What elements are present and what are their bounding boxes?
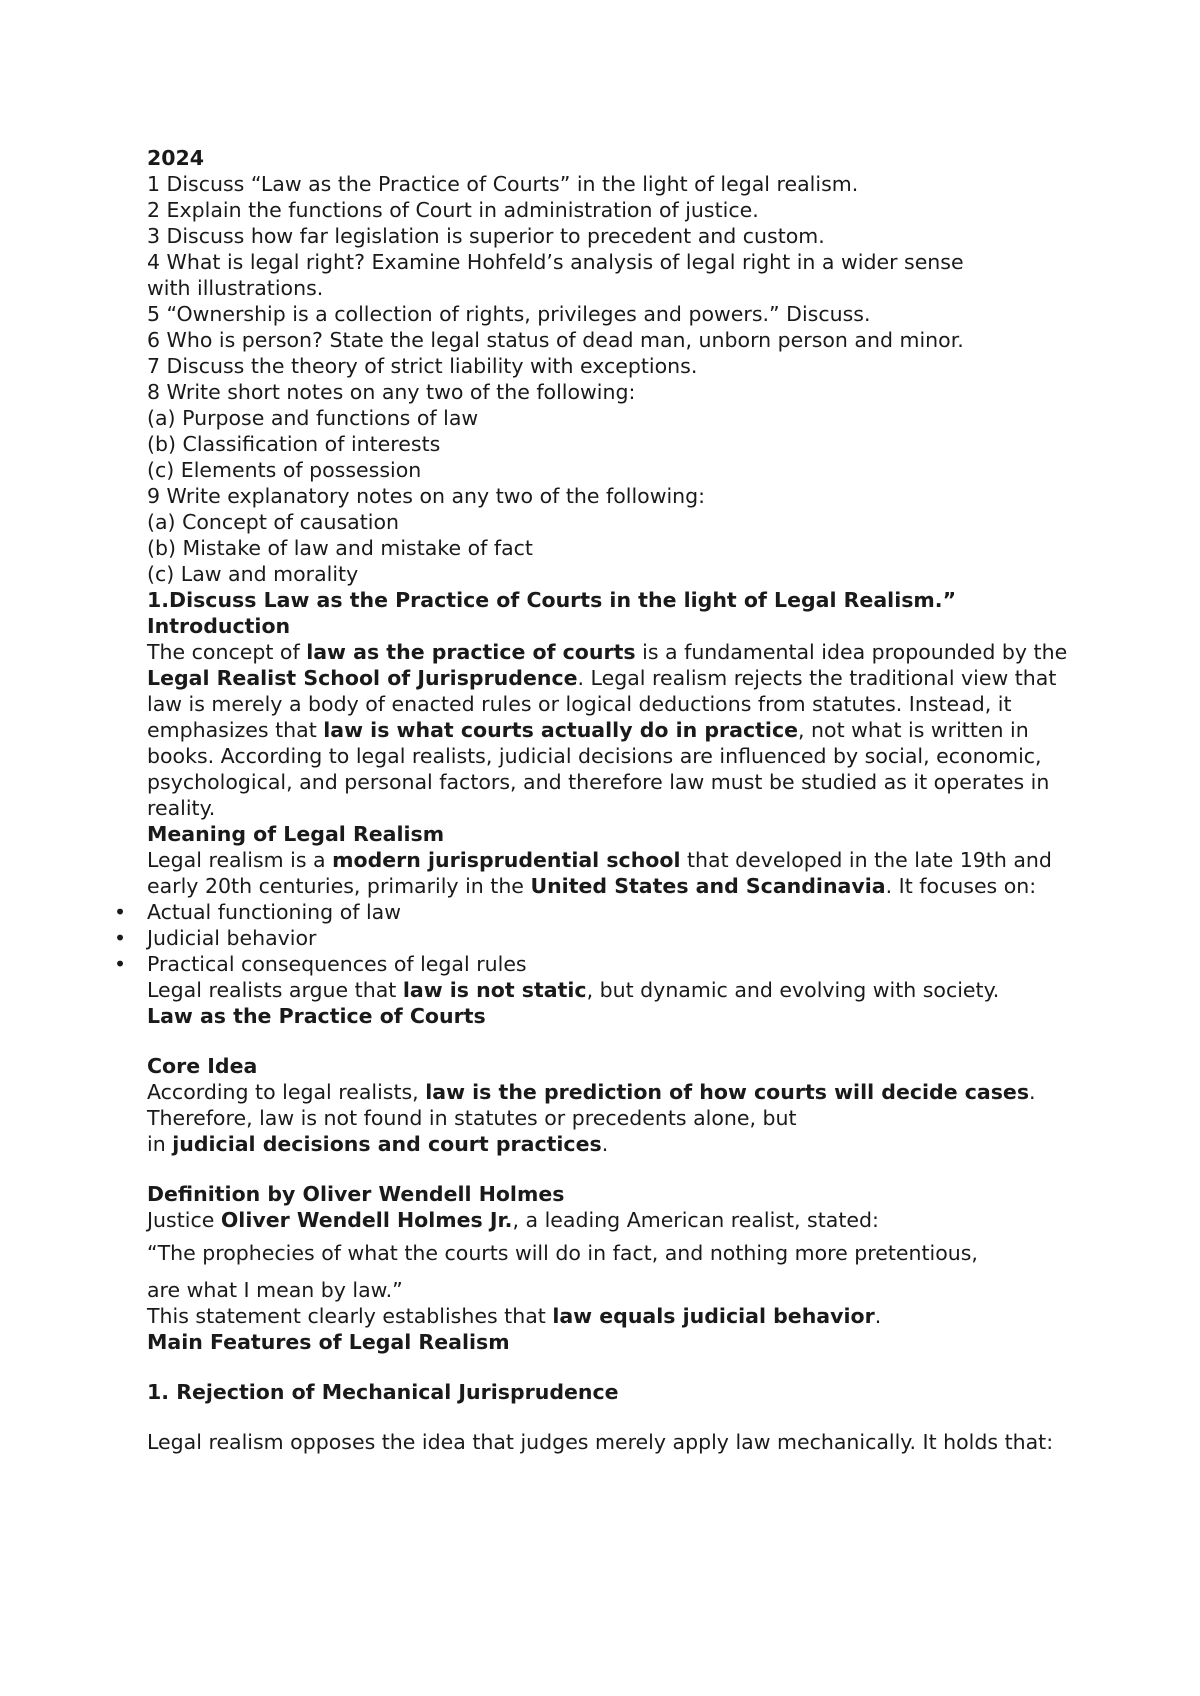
spacer	[147, 1029, 1077, 1053]
core-idea-heading: Core Idea	[147, 1054, 258, 1078]
question-line: with illustrations.	[147, 276, 324, 300]
list-item: • Actual functioning of law	[147, 899, 1077, 925]
year-heading: 2024	[147, 146, 205, 170]
rejection-heading: 1. Rejection of Mechanical Jurisprudence	[147, 1380, 619, 1404]
holmes-paragraph: Justice Oliver Wendell Holmes Jr., a leading American realist, stated:	[147, 1208, 879, 1232]
introduction-heading: Introduction	[147, 614, 291, 638]
question-line: 3 Discuss how far legislation is superior to precedent and custom.	[147, 224, 825, 248]
list-item: • Practical consequences of legal rules	[147, 951, 1077, 977]
question-line: 9 Write explanatory notes on any two of the following:	[147, 484, 706, 508]
introduction-paragraph: The concept of law as the practice of courts is a fundamental idea propounded by the Legal Realist School of Jurisprudence. Legal realism rejects the traditional view that law is merely a body of enacted rules or logical deductions from statutes. Instead, it emphasizes that law is what courts actually do in practice, not what is written in books. According to legal realists, judicial decisions are influenced by social, economic, psychological, and personal factors, and therefore law must be studied as it operates in reality.	[147, 640, 1068, 820]
core-idea-paragraph: According to legal realists, law is the prediction of how courts will decide cases. Therefore, law is not found in statutes or precedents alone, but in judicial decisions and court practices.	[147, 1080, 1036, 1156]
question-line: 8 Write short notes on any two of the following:	[147, 380, 636, 404]
question-line: (b) Classification of interests	[147, 432, 441, 456]
question-line: 7 Discuss the theory of strict liability with exceptions.	[147, 354, 698, 378]
answer-title: 1.Discuss Law as the Practice of Courts in the light of Legal Realism.”	[147, 588, 957, 612]
features-heading: Main Features of Legal Realism	[147, 1330, 510, 1354]
question-line: (a) Purpose and functions of law	[147, 406, 479, 430]
rejection-paragraph: Legal realism opposes the idea that judges merely apply law mechanically. It holds that:	[147, 1430, 1054, 1454]
statement-paragraph: This statement clearly establishes that law equals judicial behavior.	[147, 1304, 882, 1328]
question-line: (a) Concept of causation	[147, 510, 399, 534]
question-line: (c) Law and morality	[147, 562, 359, 586]
question-line: 2 Explain the functions of Court in administration of justice.	[147, 198, 759, 222]
holmes-quote-line: “The prophecies of what the courts will do in fact, and nothing more pretentious,	[147, 1241, 978, 1265]
question-line: 5 “Ownership is a collection of rights, privileges and powers.” Discuss.	[147, 302, 871, 326]
practice-heading: Law as the Practice of Courts	[147, 1004, 486, 1028]
dynamic-paragraph: Legal realists argue that law is not static, but dynamic and evolving with society.	[147, 978, 1000, 1002]
question-line: (b) Mistake of law and mistake of fact	[147, 536, 533, 560]
question-line: (c) Elements of possession	[147, 458, 422, 482]
meaning-heading: Meaning of Legal Realism	[147, 822, 445, 846]
question-list	[147, 171, 1077, 587]
question-line: 4 What is legal right? Examine Hohfeld’s analysis of legal right in a wider sense	[147, 250, 964, 274]
question-line: 6 Who is person? State the legal status of dead man, unborn person and minor.	[147, 328, 964, 352]
document-page	[147, 145, 1077, 1455]
focus-list	[147, 899, 1077, 977]
spacer	[147, 1157, 1077, 1181]
holmes-heading: Definition by Oliver Wendell Holmes	[147, 1182, 565, 1206]
list-item: • Judicial behavior	[147, 925, 1077, 951]
question-line: 1 Discuss “Law as the Practice of Courts” in the light of legal realism.	[147, 172, 859, 196]
holmes-quote-line: are what I mean by law.”	[147, 1278, 403, 1302]
meaning-paragraph: Legal realism is a modern jurisprudential school that developed in the late 19th and early 20th centuries, primarily in the United States and Scandinavia. It focuses on:	[147, 848, 1052, 898]
